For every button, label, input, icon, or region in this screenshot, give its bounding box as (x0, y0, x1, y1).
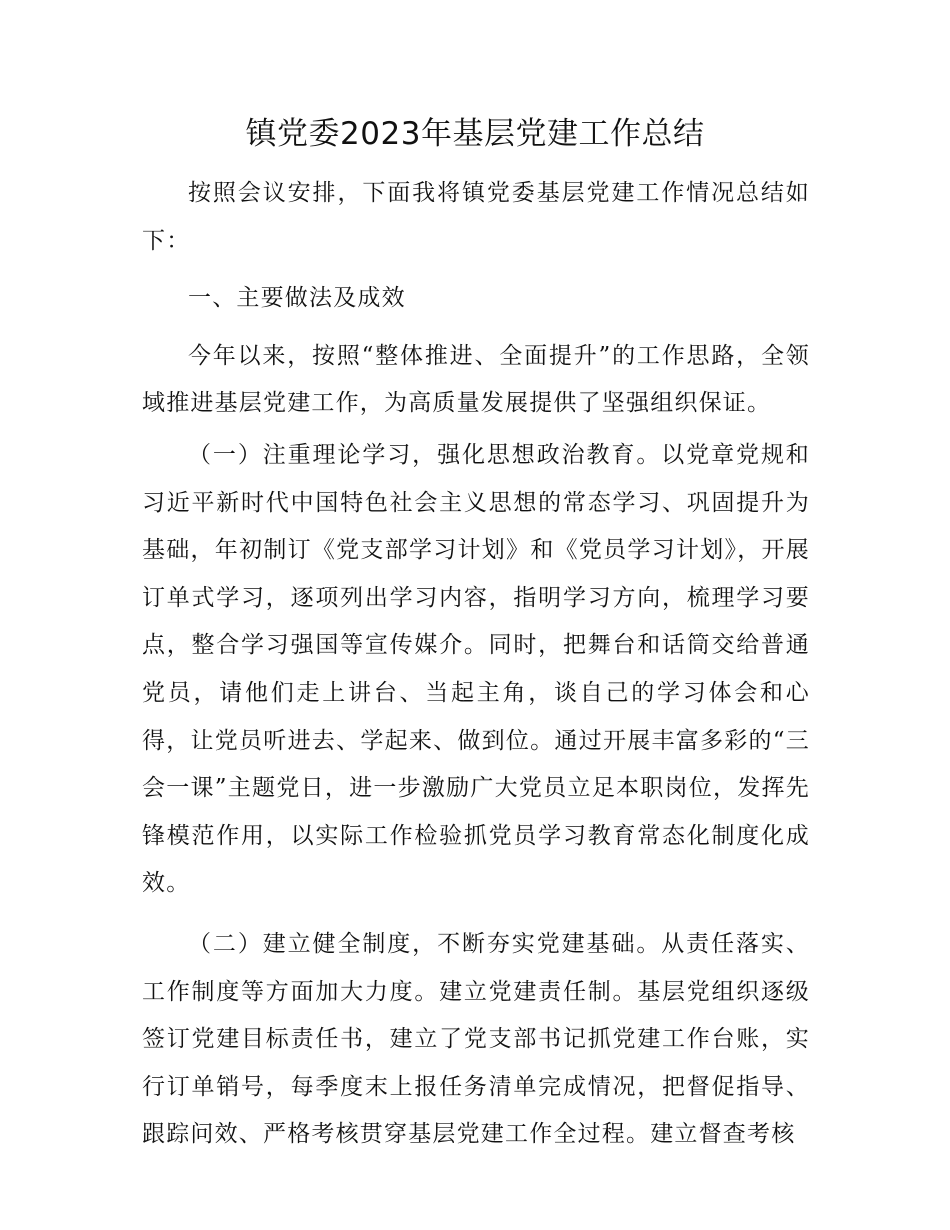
overview-paragraph: 今年以来，按照“整体推进、全面提升”的工作思路，全领域推进基层党建工作，为高质量发展提供了坚强组织保证。 (142, 342, 810, 417)
intro-paragraph: 按照会议安排，下面我将镇党委基层党建工作情况总结如下： (142, 180, 810, 254)
section-heading: 一、主要做法及成效 (188, 285, 406, 312)
theory-study-paragraph: （一）注重理论学习，强化思想政治教育。以党章党规和习近平新时代中国特色社会主义思想的常态学习、巩固提升为基础，年初制订《党支部学习计划》和《党员学习计划》，开展订单式学习，逐项列出学习内容，指明学习方向，梳理学习要点，整合学习强国等宣传媒介。同时，把舞台和话筒交给普通党员，请他们走上讲台、当起主角，谈自己的学习体会和心得，让党员听进去、学起来、做到位。通过开展丰富多彩的“三会一课”主题党日，进一步激励广大党员立足本职岗位，发挥先锋模范作用，以实际工作检验抓党员学习教育常态化制度化成效。 (142, 441, 810, 897)
system-building-paragraph: （二）建立健全制度，不断夯实党建基础。从责任落实、工作制度等方面加大力度。建立党建责任制。基层党组织逐级签订党建目标责任书，建立了党支部书记抓党建工作台账，实行订单销号，每季度末上报任务清单完成情况，把督促指导、跟踪问效、严格考核贯穿基层党建工作全过程。建立督查考核 (142, 930, 810, 1148)
document-body (142, 170, 810, 1159)
document-title: 镇党委2023年基层党建工作总结 (245, 116, 705, 152)
